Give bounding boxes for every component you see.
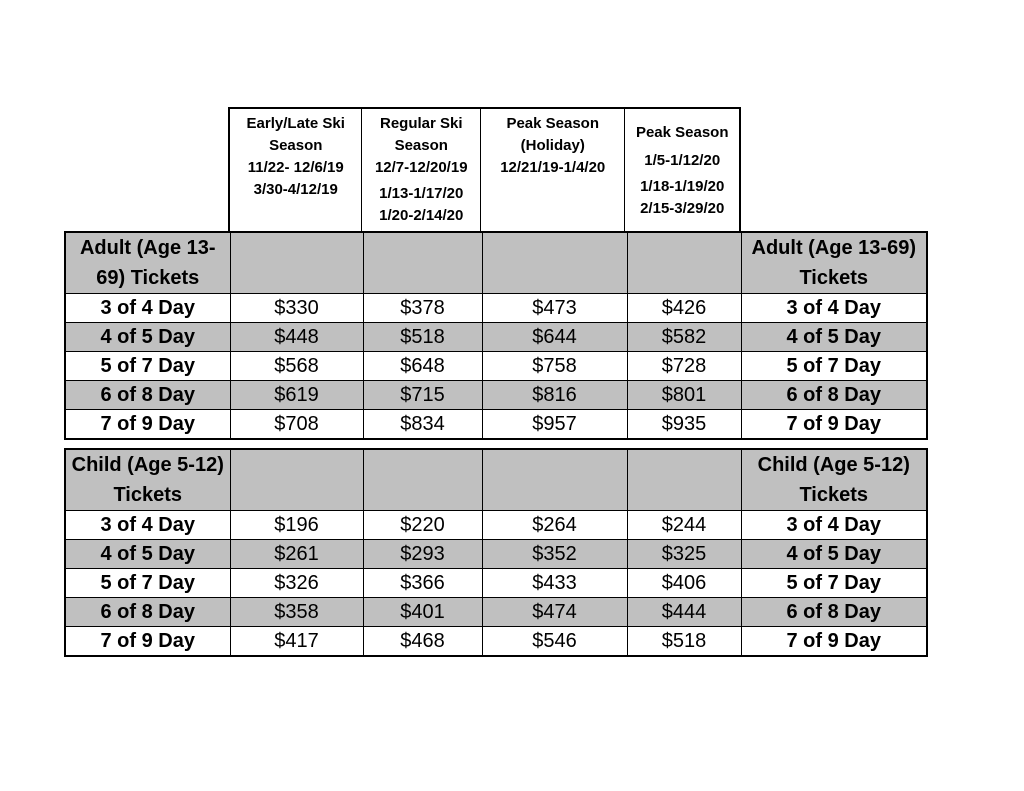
row-label-right: 5 of 7 Day: [741, 569, 927, 598]
price-cell: $358: [230, 598, 363, 627]
price-cell: $834: [363, 410, 482, 440]
empty-cell: [363, 449, 482, 511]
empty-cell: [230, 232, 363, 294]
price-cell: $244: [627, 511, 741, 540]
season-title-line2: Season: [269, 137, 323, 154]
child-header-right: Child (Age 5-12) Tickets: [741, 449, 927, 511]
season-regular: [362, 109, 481, 232]
price-cell: $518: [627, 627, 741, 657]
season-peak-holiday: [481, 109, 625, 232]
row-label-left: 4 of 5 Day: [65, 540, 230, 569]
season-date: 11/22- 12/6/19: [247, 159, 344, 176]
price-cell: $417: [230, 627, 363, 657]
price-cell: $448: [230, 323, 363, 352]
price-cell: $366: [363, 569, 482, 598]
season-date: 1/13-1/17/20: [379, 185, 464, 202]
table-row: [65, 323, 927, 352]
table-row: [65, 410, 927, 440]
season-date: 12/21/19-1/4/20: [500, 159, 606, 176]
table-row: [65, 381, 927, 410]
row-label-right: 7 of 9 Day: [741, 410, 927, 440]
row-label-left: 5 of 7 Day: [65, 352, 230, 381]
empty-cell: [482, 449, 627, 511]
row-label-right: 4 of 5 Day: [741, 540, 927, 569]
row-label-left: 3 of 4 Day: [65, 294, 230, 323]
table-row: [65, 569, 927, 598]
row-label-right: 3 of 4 Day: [741, 511, 927, 540]
price-cell: $264: [482, 511, 627, 540]
price-cell: $758: [482, 352, 627, 381]
season-date: 12/7-12/20/19: [374, 159, 468, 176]
season-date: 1/20-2/14/20: [379, 207, 464, 224]
season-title-line1: Peak Season: [635, 124, 729, 141]
price-cell: $378: [363, 294, 482, 323]
table-row: [65, 511, 927, 540]
adult-header-right: Adult (Age 13-69) Tickets: [741, 232, 927, 294]
table-header-row: [65, 232, 927, 294]
season-date: 2/15-3/29/20: [640, 200, 725, 217]
table-row: [65, 540, 927, 569]
price-cell: $325: [627, 540, 741, 569]
row-label-left: 6 of 8 Day: [65, 598, 230, 627]
row-label-right: 6 of 8 Day: [741, 598, 927, 627]
adult-price-table: [64, 231, 928, 440]
price-cell: $468: [363, 627, 482, 657]
price-cell: $352: [482, 540, 627, 569]
price-cell: $473: [482, 294, 627, 323]
price-cell: $406: [627, 569, 741, 598]
price-cell: $619: [230, 381, 363, 410]
price-cell: $546: [482, 627, 627, 657]
price-cell: $293: [363, 540, 482, 569]
empty-cell: [482, 232, 627, 294]
price-cell: $568: [230, 352, 363, 381]
adult-header-left: Adult (Age 13-69) Tickets: [65, 232, 230, 294]
price-cell: $401: [363, 598, 482, 627]
price-cell: $715: [363, 381, 482, 410]
row-label-left: 7 of 9 Day: [65, 410, 230, 440]
season-header-block: [228, 107, 741, 232]
row-label-left: 4 of 5 Day: [65, 323, 230, 352]
price-cell: $330: [230, 294, 363, 323]
price-cell: $326: [230, 569, 363, 598]
empty-cell: [230, 449, 363, 511]
season-peak: [625, 109, 739, 232]
child-price-table: [64, 448, 928, 657]
price-cell: $648: [363, 352, 482, 381]
price-cell: $518: [363, 323, 482, 352]
row-label-right: 4 of 5 Day: [741, 323, 927, 352]
row-label-right: 5 of 7 Day: [741, 352, 927, 381]
season-early-late: [230, 109, 362, 232]
price-cell: $426: [627, 294, 741, 323]
price-cell: $582: [627, 323, 741, 352]
season-title-line2: (Holiday): [520, 137, 585, 154]
row-label-right: 7 of 9 Day: [741, 627, 927, 657]
season-date: 1/18-1/19/20: [640, 178, 725, 195]
row-label-left: 3 of 4 Day: [65, 511, 230, 540]
child-header-left: Child (Age 5-12) Tickets: [65, 449, 230, 511]
row-label-left: 6 of 8 Day: [65, 381, 230, 410]
price-cell: $444: [627, 598, 741, 627]
table-header-row: [65, 449, 927, 511]
season-title-line1: Early/Late Ski: [246, 115, 345, 132]
row-label-right: 3 of 4 Day: [741, 294, 927, 323]
price-cell: $474: [482, 598, 627, 627]
price-cell: $261: [230, 540, 363, 569]
season-title-line2: Season: [394, 137, 448, 154]
row-label-left: 5 of 7 Day: [65, 569, 230, 598]
price-cell: $708: [230, 410, 363, 440]
empty-cell: [627, 232, 741, 294]
price-cell: $728: [627, 352, 741, 381]
empty-cell: [363, 232, 482, 294]
row-label-right: 6 of 8 Day: [741, 381, 927, 410]
table-row: [65, 627, 927, 657]
price-cell: $433: [482, 569, 627, 598]
table-row: [65, 294, 927, 323]
price-cell: $957: [482, 410, 627, 440]
price-cell: $220: [363, 511, 482, 540]
table-row: [65, 598, 927, 627]
price-cell: $801: [627, 381, 741, 410]
season-title-line1: Regular Ski: [379, 115, 463, 132]
season-date: 3/30-4/12/19: [253, 181, 338, 198]
price-cell: $816: [482, 381, 627, 410]
empty-cell: [627, 449, 741, 511]
table-row: [65, 352, 927, 381]
price-cell: $935: [627, 410, 741, 440]
season-title-line1: Peak Season: [506, 115, 600, 132]
price-cell: $196: [230, 511, 363, 540]
season-date: 1/5-1/12/20: [644, 152, 721, 169]
row-label-left: 7 of 9 Day: [65, 627, 230, 657]
price-cell: $644: [482, 323, 627, 352]
